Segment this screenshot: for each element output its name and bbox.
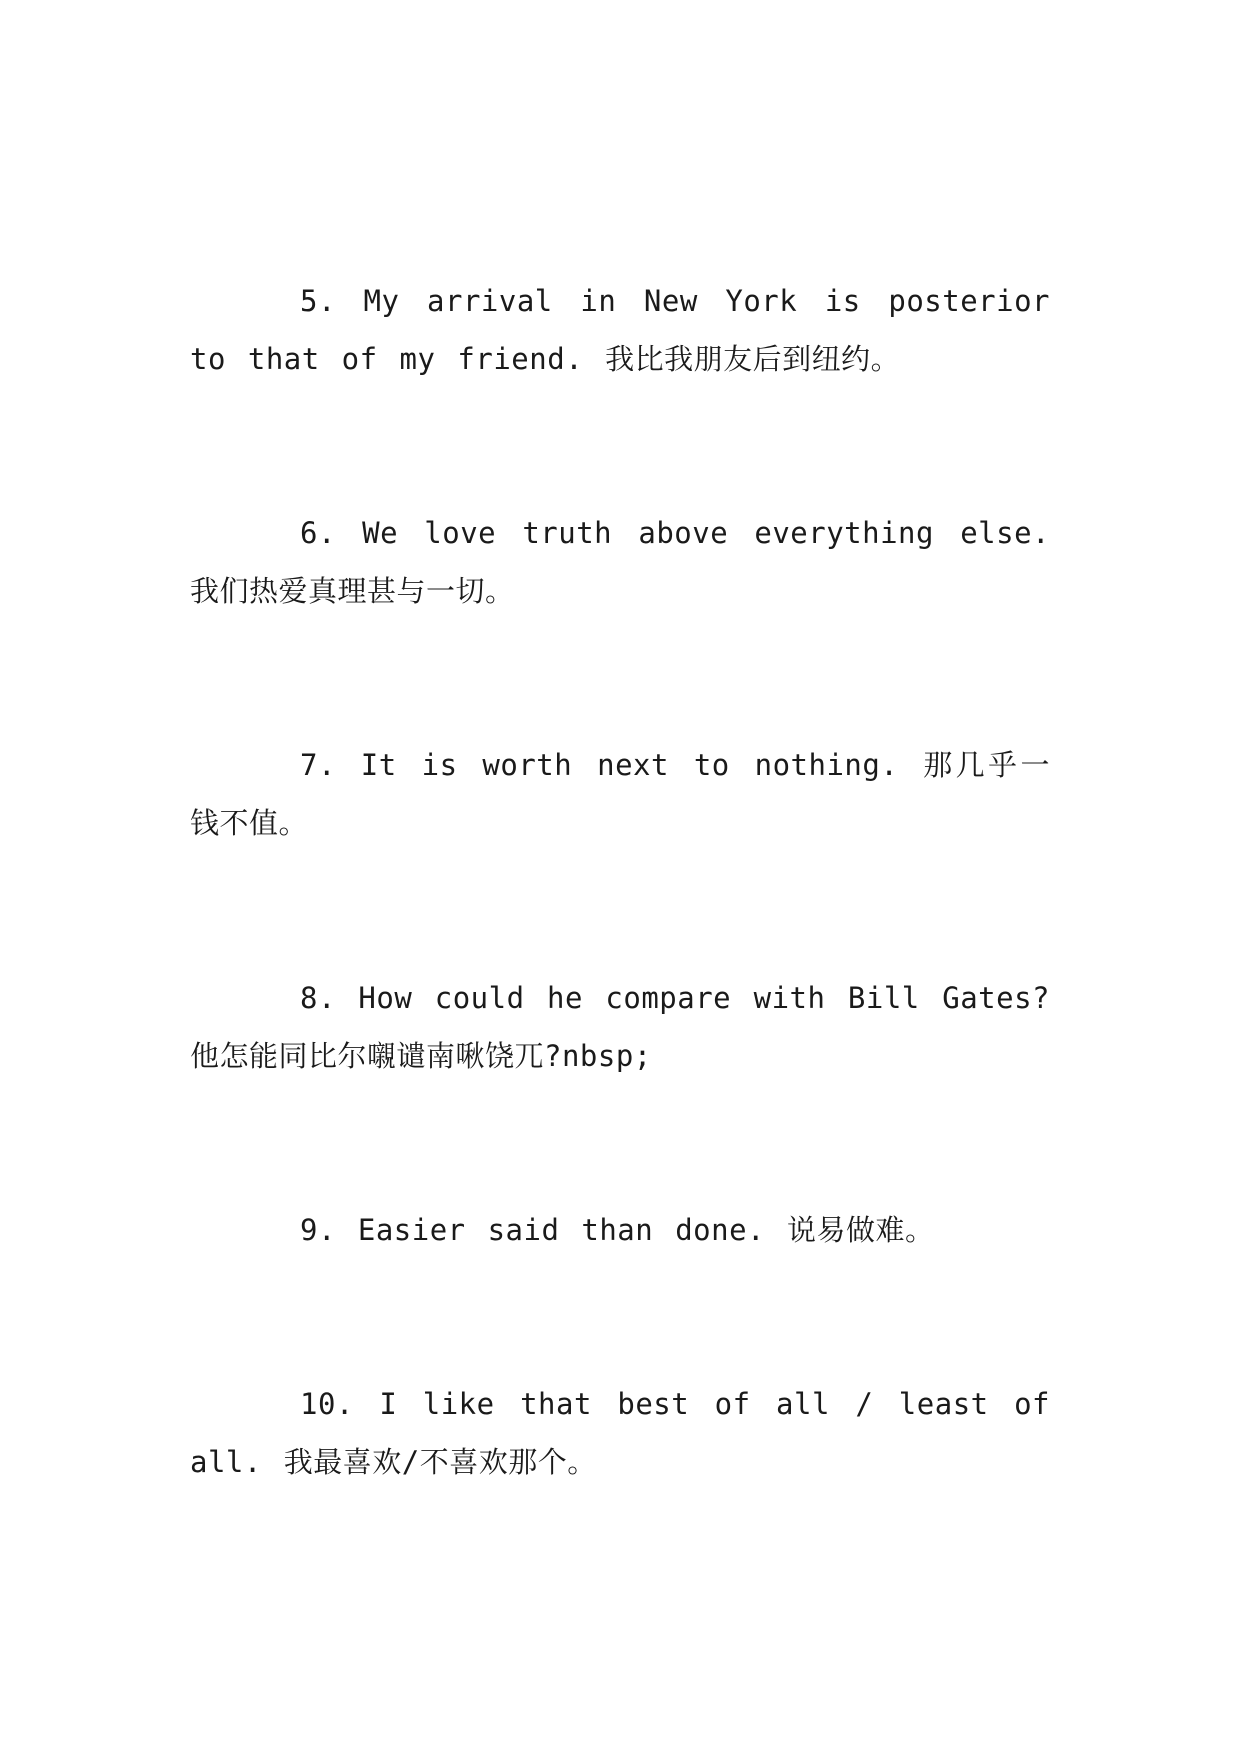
paragraph-item-8: 8. How could he compare with Bill Gates? 他怎能同比尔嚫谴南啾饶兀?nbsp; <box>190 981 1050 1073</box>
paragraph-item-7: 7. It is worth next to nothing. 那几乎一钱不值。 <box>190 748 1050 840</box>
paragraph-item-10: 10. I like that best of all / least of all. 我最喜欢/不喜欢那个。 <box>190 1387 1050 1479</box>
paragraph-item-5: 5. My arrival in New York is posterior to that of my friend. 我比我朋友后到纽约。 <box>190 284 1050 376</box>
paragraph-item-9: 9. Easier said than done. 说易做难。 <box>300 1213 935 1247</box>
paragraph-item-6: 6. We love truth above everything else. 我们热爱真理甚与一切。 <box>190 516 1050 608</box>
